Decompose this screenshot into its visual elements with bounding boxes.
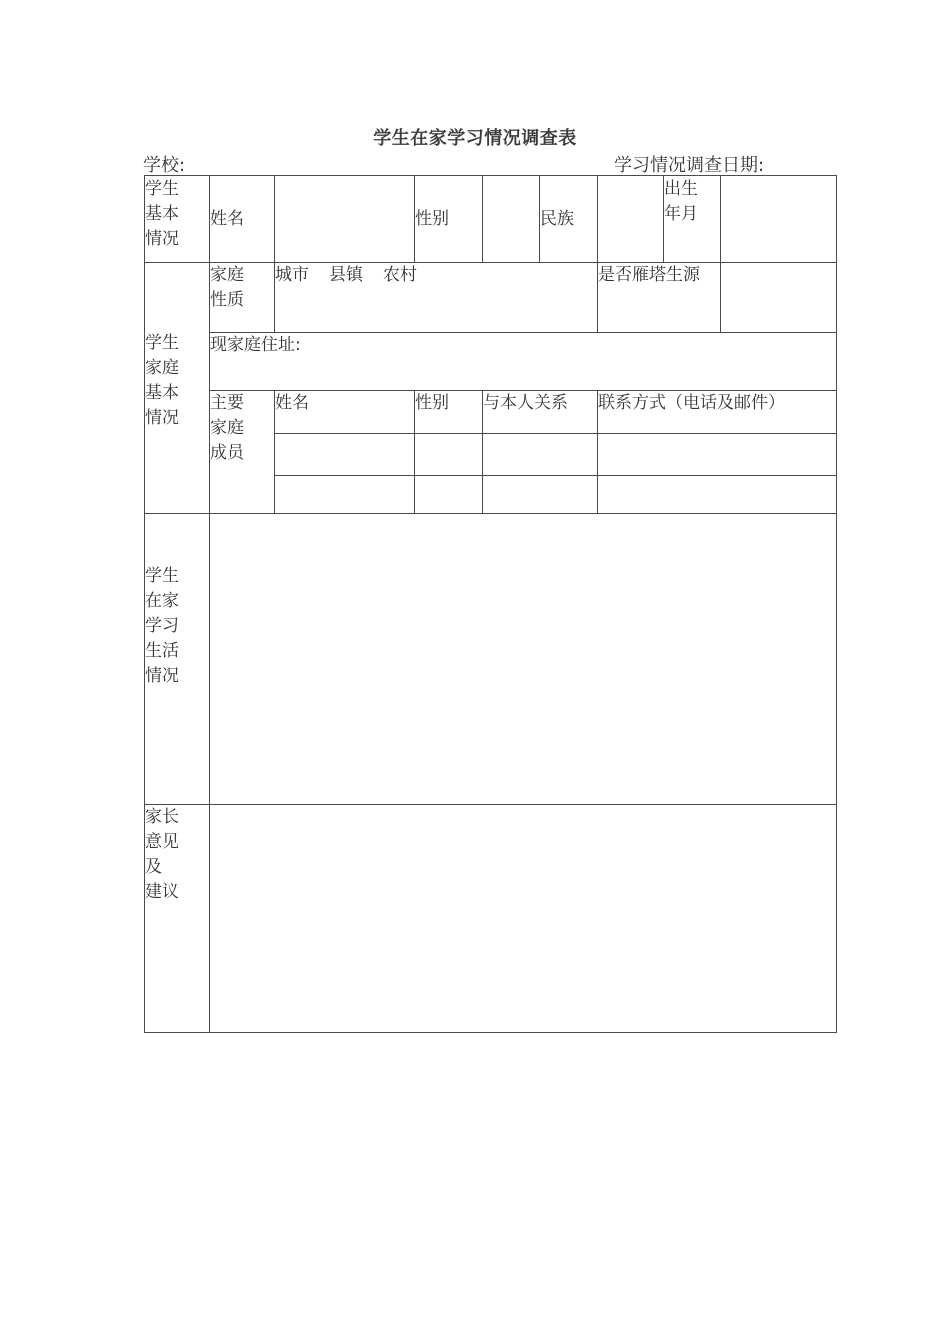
parent-opinion-label-line: 意见 (145, 832, 179, 852)
basic-info-label-line: 情况 (145, 229, 179, 249)
name-label-cell (210, 176, 275, 263)
basic-info-row (145, 176, 837, 263)
study-life-row (145, 514, 837, 805)
family-type-label-line: 家庭 (210, 265, 244, 285)
study-life-content-cell[interactable] (210, 514, 837, 805)
member-relation-cell[interactable] (483, 434, 598, 476)
study-life-label-line: 学习 (145, 616, 179, 636)
parent-opinion-content-cell[interactable] (210, 805, 837, 1033)
study-life-label-line: 学生 (145, 566, 179, 586)
survey-date-label: 学习情况调查日期: (614, 155, 765, 176)
address-cell[interactable] (210, 333, 837, 391)
gender-label-cell (415, 176, 483, 263)
family-info-label-line: 情况 (145, 408, 179, 428)
member-gender-cell[interactable] (415, 476, 483, 514)
yanta-source-value-cell[interactable] (721, 263, 837, 333)
family-info-label-line: 基本 (145, 383, 179, 403)
members-header-row (145, 391, 837, 434)
members-label-line: 家庭 (210, 418, 244, 438)
study-life-label-line: 情况 (145, 666, 179, 686)
member-name-cell[interactable] (275, 434, 415, 476)
members-label-line: 成员 (210, 443, 244, 463)
member-contact-cell[interactable] (598, 434, 837, 476)
family-type-option-town[interactable]: 县镇 (329, 265, 363, 285)
family-type-label-line: 性质 (210, 290, 244, 310)
family-info-section-label (145, 263, 210, 514)
study-life-section-label (145, 514, 210, 805)
birth-label-line: 年月 (664, 204, 698, 224)
members-col-relation: 与本人关系 (483, 391, 598, 434)
parent-opinion-label-line: 建议 (145, 882, 179, 902)
basic-info-label-line: 基本 (145, 204, 179, 224)
birth-label-cell (664, 176, 721, 263)
member-relation-cell[interactable] (483, 476, 598, 514)
member-gender-cell[interactable] (415, 434, 483, 476)
family-info-label-line: 家庭 (145, 358, 179, 378)
ethnicity-value-cell[interactable] (598, 176, 664, 263)
address-label: 现家庭住址: (210, 335, 301, 355)
members-col-name: 姓名 (275, 391, 415, 434)
gender-label: 性别 (415, 208, 449, 229)
members-label-cell (210, 391, 275, 514)
family-type-option-rural[interactable]: 农村 (383, 265, 417, 285)
birth-label-line: 出生 (664, 179, 698, 199)
parent-opinion-label-line: 家长 (145, 807, 179, 827)
members-label-line: 主要 (210, 393, 244, 413)
name-value-cell[interactable] (275, 176, 415, 263)
yanta-source-label-cell (598, 263, 721, 333)
survey-form-table (144, 175, 837, 1033)
basic-info-label-line: 学生 (145, 179, 179, 199)
parent-opinion-row (145, 805, 837, 1033)
members-col-gender: 性别 (415, 391, 483, 434)
study-life-label-line: 在家 (145, 591, 179, 611)
gender-value-cell[interactable] (483, 176, 540, 263)
family-type-options-cell (275, 263, 598, 333)
member-contact-cell[interactable] (598, 476, 837, 514)
name-label: 姓名 (210, 208, 244, 229)
ethnicity-label: 民族 (540, 208, 574, 229)
family-type-label-cell (210, 263, 275, 333)
parent-opinion-section-label (145, 805, 210, 1033)
page-title: 学生在家学习情况调查表 (373, 128, 577, 149)
school-label: 学校: (143, 155, 186, 176)
family-type-row (145, 263, 837, 333)
ethnicity-label-cell (540, 176, 598, 263)
basic-info-section-label (145, 176, 210, 263)
parent-opinion-label-line: 及 (145, 857, 162, 877)
study-life-label-line: 生活 (145, 641, 179, 661)
member-name-cell[interactable] (275, 476, 415, 514)
family-info-label-line: 学生 (145, 333, 179, 353)
family-type-option-city[interactable]: 城市 (275, 265, 309, 285)
members-col-contact: 联系方式（电话及邮件） (598, 391, 837, 434)
birth-value-cell[interactable] (721, 176, 837, 263)
address-row (145, 333, 837, 391)
yanta-source-label: 是否雁塔生源 (598, 265, 700, 285)
